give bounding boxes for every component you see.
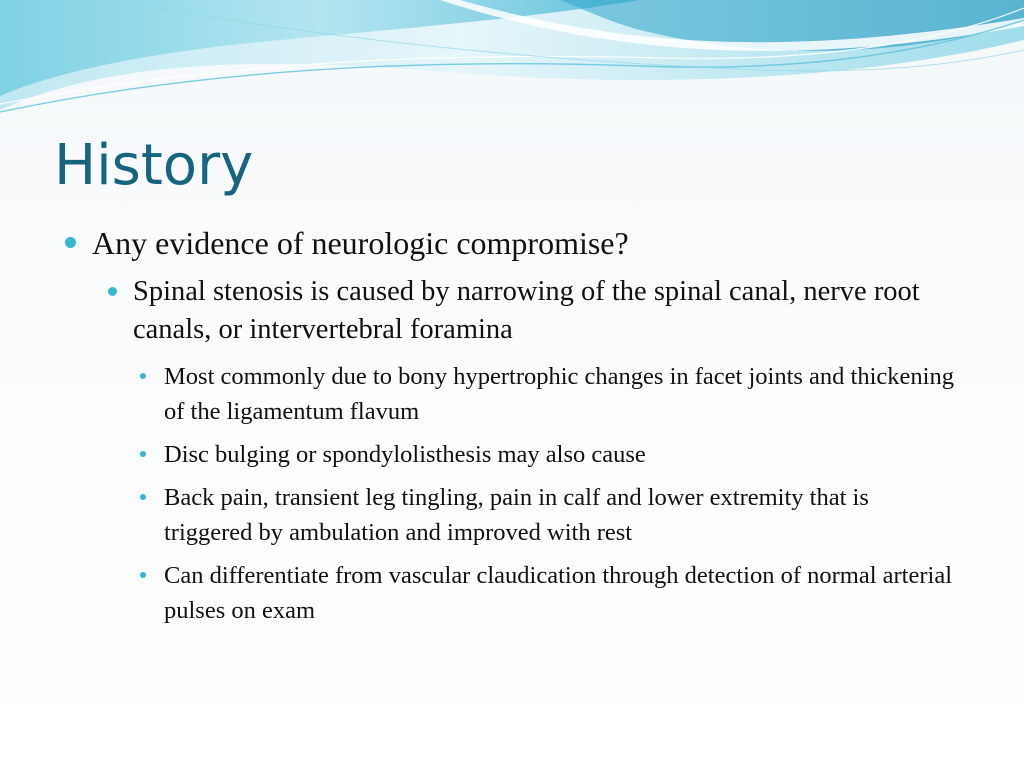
bullet-dot-icon: [140, 494, 146, 500]
bullet-dot-icon: [140, 451, 146, 457]
bullet-text: Any evidence of neurologic compromise?: [92, 225, 629, 261]
bullet-list: [0, 222, 1024, 628]
bullet-dot-icon: [140, 373, 146, 379]
bullet-text: Can differentiate from vascular claudication through detection of normal arterial pulses on exam: [164, 562, 952, 624]
bullet-text: Back pain, transient leg tingling, pain in calf and lower extremity that is triggered by ambulation and improved with rest: [164, 484, 869, 546]
bullet-level3: [164, 437, 954, 472]
bullet-text: Spinal stenosis is caused by narrowing of the spinal canal, nerve root canals, or intervertebral foramina: [133, 276, 920, 345]
slide-title: History: [54, 133, 254, 198]
bullet-level1: [92, 222, 972, 264]
bullet-level3: [164, 558, 954, 628]
bullet-text: Disc bulging or spondylolisthesis may also cause: [164, 441, 646, 468]
bullet-text: Most commonly due to bony hypertrophic changes in facet joints and thickening of the ligamentum flavum: [164, 363, 954, 425]
bullet-level3: [164, 359, 954, 429]
bullet-level2: [133, 273, 933, 349]
bullet-level3: [164, 480, 954, 550]
bullet-dot-icon: [65, 237, 76, 248]
decorative-wave-header: [0, 0, 1024, 130]
bullet-dot-icon: [140, 572, 146, 578]
bullet-dot-icon: [108, 287, 117, 296]
